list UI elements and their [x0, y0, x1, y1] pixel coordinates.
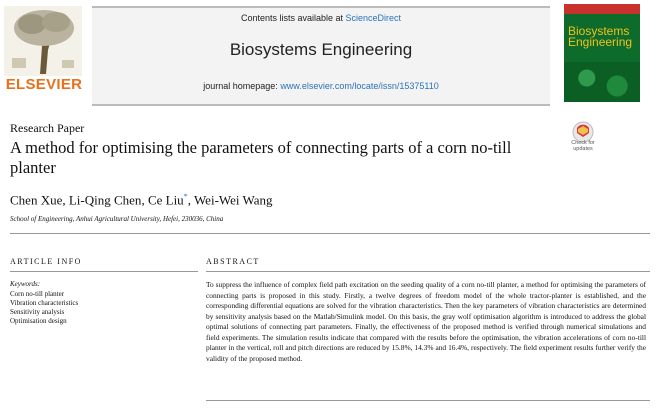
keyword: Corn no-till planter [10, 290, 65, 298]
author-name[interactable]: Ce Liu [147, 192, 184, 208]
keyword: Vibration characteristics [10, 299, 79, 307]
cover-top-band [564, 4, 640, 14]
divider [10, 233, 650, 234]
author-name[interactable]: Wei-Wei Wang [193, 192, 273, 208]
divider [206, 400, 650, 401]
cover-artwork [564, 62, 640, 102]
divider [10, 271, 198, 272]
homepage-prefix: journal homepage: [203, 81, 281, 91]
contents-prefix: Contents lists available at [240, 13, 346, 23]
cover-title-line2: Engineering [568, 35, 633, 49]
corresponding-author-mark[interactable]: * [183, 192, 188, 201]
cover-title [568, 26, 638, 48]
article-title: A method for optimising the parameters of connecting parts of a corn no-till planter [10, 138, 512, 177]
affiliation: School of Engineering, Anhui Agricultural University, Hefei, 230036, China [10, 215, 224, 223]
article-type: Research Paper [10, 121, 85, 135]
contents-line [92, 13, 550, 23]
abstract-heading: ABSTRACT [206, 257, 260, 266]
tree-logo-icon [4, 6, 82, 76]
author-name[interactable]: Li-Qing Chen [68, 192, 142, 208]
keyword: Optimisation design [10, 317, 67, 325]
article-info-heading: ARTICLE INFO [10, 257, 82, 266]
abstract-text: To suppress the influence of complex field path excitation on the seeding quality of a corn no-till planter, a method for optimising the parameters of connecting parts is proposed in this study. Firstly, a twelve degrees of freedom model of the whole tractor-planter is established, and the corresponding differential equations are solved for the vibration characteristics. Then the key parameters of vibration characteristics are determined by sensitivity analysis based on the Matlab/Simulink model. On this basis, the gray wolf optimisation algorithm is introduced to address the global optimal solutions of connecting part parameters. Finally, the effectiveness of the proposed method is verified through numerical simulations and field experiments. The simulation results indicate that compared with the results before the optimisation, the vibration accelerations of corn no-till planter in the vertical, roll and pitch directions are reduced by 15.8%, 14.3% and 16.4%, respectively. The field experiment results further verify the validity of the proposed method. [206, 280, 646, 363]
cover-title-line1: Biosystems [568, 24, 630, 38]
divider [206, 271, 650, 272]
journal-cover-thumbnail[interactable] [564, 4, 640, 102]
sciencedirect-link[interactable]: ScienceDirect [345, 13, 402, 23]
check-for-updates-label: Check for updates [571, 140, 595, 152]
author-name[interactable]: Chen Xue [10, 192, 63, 208]
journal-title[interactable]: Biosystems Engineering [229, 40, 413, 59]
author-list: Chen Xue, Li-Qing Chen, Ce Liu*, Wei-Wei Wang [10, 192, 273, 208]
homepage-line [92, 81, 550, 91]
journal-homepage-link[interactable]: www.elsevier.com/locate/issn/15375110 [280, 81, 439, 91]
publisher-logo-text: ELSEVIER [5, 76, 83, 93]
keywords-label: Keywords: [10, 280, 41, 288]
keyword: Sensitivity analysis [10, 308, 65, 316]
